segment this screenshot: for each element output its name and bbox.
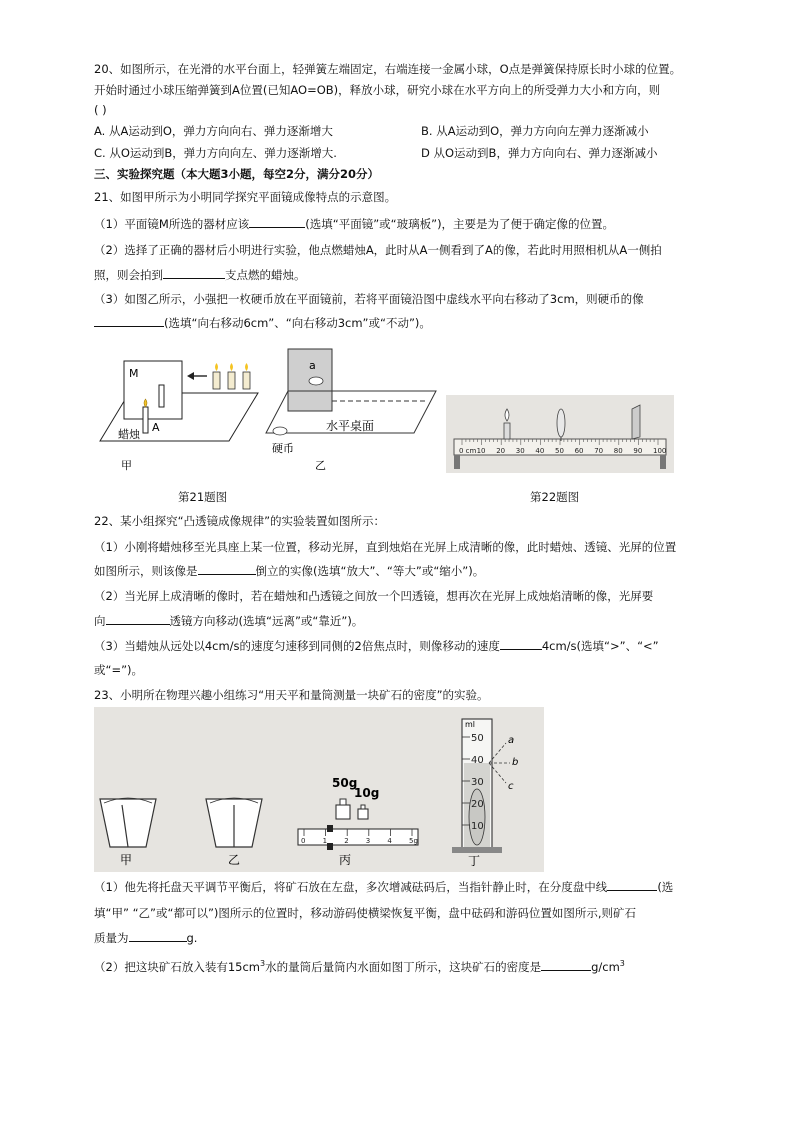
q22-part3-line2: 或“=”)。 [94, 663, 144, 677]
cylinder-tick-label: 40 [471, 755, 484, 766]
scale-tick-label: 2 [344, 837, 349, 845]
q22-part2-line1: （2）当光屏上成清晰的像时，若在蜡烛和凸透镜之间放一个凹透镜，想再次在光屏上成烛焰清晰的像，光屏要 [94, 589, 654, 603]
scale-tick-label: 3 [365, 837, 371, 845]
bench-tick-label: 20 [496, 447, 506, 455]
cylinder-tick-label: 30 [471, 777, 484, 788]
q21-part2-text-c: 支点燃的蜡烛。 [225, 268, 306, 282]
label-cylinder-unit: ml [465, 720, 476, 729]
q21-part1-text-b: (选填“平面镜”或“玻璃板”)，主要是为了便于确定像的位置。 [305, 217, 615, 231]
candle-icon [213, 363, 220, 389]
figure-21-yi [260, 345, 440, 475]
label-fig-yi: 乙 [315, 459, 326, 472]
caption-fig-21: 第21题图 [178, 490, 228, 504]
q23-part2-text-a: （2）把这块矿石放入装有15cm [94, 959, 260, 974]
q22-part2-text-c: 透镜方向移动(选填“远离”或“靠近”)。 [169, 614, 364, 628]
label-fig-jia-23: 甲 [120, 853, 133, 867]
label-coin: 硬币 [272, 442, 294, 455]
label-fig-jia: 甲 [121, 459, 132, 472]
q23-part1-text-a: （1）他先将托盘天平调节平衡后，将矿石放在左盘，多次增减砝码后，当指针静止时，在分度盘中线 [94, 880, 608, 894]
bench-tick-label: 100 [653, 447, 667, 455]
candles-and-arrow [185, 362, 257, 392]
label-desk: 水平桌面 [326, 419, 375, 433]
bench-tick-label: 30 [515, 447, 525, 455]
q23-part2-text-b: 水的量筒后量筒内水面如图丁所示，这块矿石的密度是 [265, 959, 542, 974]
bench-tick-label: 90 [633, 447, 643, 455]
q23-superscript-1: 3 [259, 959, 266, 968]
q22-part3-text-a: （3）当蜡烛从远处以4cm/s的速度匀速移到同侧的2倍焦点时，则像移动的速度 [94, 639, 500, 653]
label-candle: 蜡烛 [118, 428, 140, 441]
q23-part1-text-d: 质量为 [94, 931, 129, 945]
q21-blank-2[interactable] [163, 266, 225, 279]
label-sight-a: a [508, 735, 515, 746]
figure-22-optical-bench [446, 395, 674, 473]
bench-tick-label: 0 cm [459, 447, 477, 455]
q23-blank-1[interactable] [607, 878, 657, 891]
scale-tick-label: 5g [409, 837, 418, 845]
q22-part3-text-b: 4cm/s(选填“>”、“<” [541, 639, 659, 653]
scale-tick-label: 1 [322, 837, 328, 845]
bench-tick-label: 70 [594, 447, 604, 455]
caption-fig-22: 第22题图 [530, 490, 580, 504]
q22-blank-1[interactable] [198, 562, 256, 575]
q20-line3: ( ) [94, 103, 107, 117]
q23-part1-line2: 填“甲” “乙”或“都可以”)图所示的位置时，移动游码使横梁恢复平衡，盘中砝码和游码位置如图所示,则矿石 [94, 906, 637, 920]
q23-stem: 23、小明所在物理兴趣小组练习“用天平和量筒测量一块矿石的密度”的实验。 [94, 688, 489, 702]
q20-line2: 开始时通过小球压缩弹簧到A位置(已知AO=OB)，释放小球，研究小球在水平方向上的所受弹力大小和方向，则 [94, 83, 661, 97]
q21-part1 [94, 215, 704, 233]
q23-blank-3[interactable] [541, 958, 591, 971]
q22-part1-line1: （1）小刚将蜡烛移至光具座上某一位置，移动光屏，直到烛焰在光屏上成清晰的像，此时蜡烛、透镜、光屏的位置 [94, 540, 677, 554]
label-fig-yi-23: 乙 [228, 853, 241, 867]
cylinder-tick-label: 50 [471, 733, 484, 744]
label-fig-ding: 丁 [468, 854, 481, 868]
balance-dial-jia [100, 798, 156, 867]
cylinder-tick-label: 20 [471, 799, 484, 810]
q23-part2-text-c: g/cm [591, 959, 620, 974]
scale-tick-label: 0 [301, 837, 306, 845]
q21-part3-line1: （3）如图乙所示，小强把一枚硬币放在平面镜前，若将平面镜沿图中虚线水平向右移动了3cm，则硬币的像 [94, 292, 644, 306]
q21-blank-3[interactable] [94, 314, 164, 327]
q21-part1-text-a: （1）平面镜M所选的器材应该 [94, 217, 250, 231]
q22-blank-2[interactable] [106, 612, 170, 625]
bench-tick-label: 50 [555, 447, 564, 455]
candle-icon [243, 363, 250, 389]
label-weight-50g: 50g [332, 776, 358, 790]
q22-stem: 22、某小组探究“凸透镜成像规律”的实验装置如图所示： [94, 514, 386, 528]
label-weight-10g: 10g [354, 786, 380, 800]
bench-tick-label: 60 [574, 447, 584, 455]
q23-part1-line1 [94, 878, 704, 896]
q22-part2-line2 [94, 612, 704, 630]
q22-part2-text-b: 向 [94, 614, 106, 628]
q21-part2-line1: （2）选择了正确的器材后小明进行实验，他点燃蜡烛A，此时从A一侧看到了A的像，若此时用照相机从A一侧拍 [94, 243, 662, 257]
q21-stem: 21、如图甲所示为小明同学探究平面镜成像特点的示意图。 [94, 190, 397, 204]
bench-tick-label: 40 [535, 447, 545, 455]
q21-blank-1[interactable] [249, 215, 305, 228]
weights-and-rider [298, 776, 418, 867]
q23-part1-text-b: (选 [657, 880, 674, 894]
q22-part1-text-c: 倒立的实像(选填“放大”、“等大”或“缩小”)。 [255, 564, 485, 578]
q20-option-c: C. 从O运动到B，弹力方向向左、弹力逐渐增大. [94, 146, 337, 160]
section-3-heading: 三、实验探究题（本大题3小题，每空2分，满分20分） [94, 167, 380, 181]
label-fig-bing: 丙 [339, 853, 352, 867]
label-mirror-m: M [129, 367, 139, 380]
q22-part1-text-b: 如图所示，则该像是 [94, 564, 198, 578]
label-sight-b: b [512, 757, 519, 768]
cylinder-tick-label: 10 [471, 821, 484, 832]
q20-option-d: D 从O运动到B，弹力方向向右、弹力逐渐减小 [421, 146, 658, 160]
q22-part3-line1 [94, 637, 704, 655]
q23-superscript-2: 3 [619, 959, 625, 968]
q21-part3-text-b: (选填“向右移动6cm”、“向右移动3cm”或“不动”)。 [164, 316, 431, 330]
balance-dial-yi [206, 798, 262, 867]
q23-part1-line3 [94, 929, 704, 947]
q23-part1-text-e: g. [186, 931, 198, 945]
scale-tick-label: 4 [387, 837, 392, 845]
label-point-a: a [309, 359, 316, 372]
q21-part2-line2 [94, 266, 704, 284]
q23-blank-2[interactable] [129, 929, 187, 942]
measuring-cylinder [452, 719, 518, 868]
bench-tick-label: 80 [613, 447, 623, 455]
candle-icon [228, 363, 235, 389]
q22-part1-line2 [94, 562, 704, 580]
bench-tick-label: 10 [476, 447, 486, 455]
q20-line1: 20、如图所示，在光滑的水平台面上，轻弹簧左端固定，右端连接一金属小球，O点是弹簧保持原长时小球的位置。 [94, 62, 682, 76]
q22-blank-3[interactable] [500, 637, 542, 650]
figure-23-photo [94, 707, 544, 872]
q20-option-a: A. 从A运动到O，弹力方向向右、弹力逐渐增大 [94, 124, 333, 138]
q23-part2 [94, 955, 704, 976]
q20-option-b: B. 从A运动到O，弹力方向向左弹力逐渐减小 [421, 124, 649, 138]
q21-part2-text-b: 照，则会拍到 [94, 268, 163, 282]
label-sight-c: c [508, 781, 514, 792]
q21-part3-line2 [94, 314, 704, 332]
label-candle-a: A [152, 421, 160, 434]
